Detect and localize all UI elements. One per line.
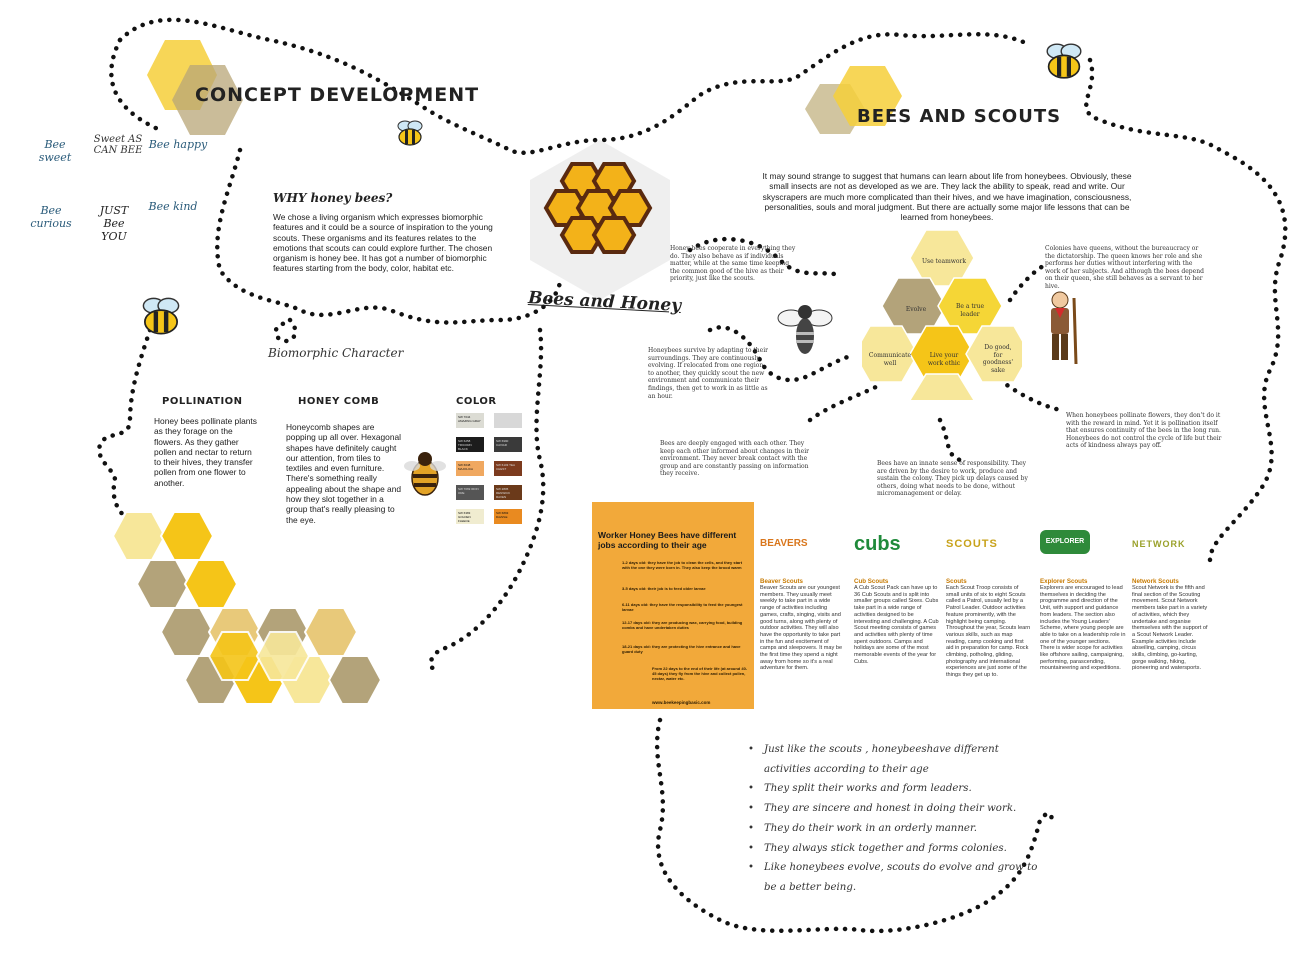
section-title: Beaver Scouts	[760, 578, 803, 585]
honeycomb-title: HONEY COMB	[298, 396, 380, 407]
concept-title: CONCEPT DEVELOPMENT	[195, 84, 480, 106]
section-title: Scouts	[946, 578, 967, 585]
bullet-item: • Like honeybees evolve, scouts do evolve and grow to be a better being.	[748, 862, 1038, 893]
hive-word: Be a true leader	[955, 303, 985, 318]
swatch: SW 6990 CAVIAR	[494, 437, 522, 452]
sticker-bee-kind: Bee kind	[148, 200, 198, 213]
swatch: SW 7069 IRON ORE	[456, 485, 484, 500]
note-survive: Honeybees survive by adapting to their surroundings. They are continuously evolving. If relocated from one region to another, they quickly scout the new environment and communicate their findings, then get to work in as little as an hour.	[648, 347, 769, 400]
worker-item: 6-11 days old: they have the responsibility to feed the youngest larvae	[622, 602, 743, 612]
swatch	[494, 413, 522, 428]
sticker-sweet-as-can-bee: Sweet AS CAN BEE	[93, 134, 143, 156]
pollination-title: POLLINATION	[162, 396, 243, 407]
section-body: Each Scout Troop consists of small units of six to eight Scouts called a Patrol, usually led by a Patrol Leader. Outdoor activities feature prominently, with the highlight being camping. Throughout the year, Scouts learn various skills, such as map reading, camp cooking and first aid in preparation for camp. Rock climbing, potholing, gliding, photography and international experiences are just some of the things they get up to.	[946, 585, 1031, 679]
lessons-bullet-list	[748, 740, 1038, 898]
why-title: WHY honey bees?	[273, 191, 393, 205]
worker-bees-card	[592, 502, 754, 709]
hive-word: Use teamwork	[921, 258, 967, 265]
bee-icon	[393, 118, 427, 148]
bee-icon	[1040, 40, 1088, 82]
scout-sections-panel	[760, 530, 1210, 710]
section-logo: SCOUTS	[946, 538, 998, 550]
section-logo: NETWORK	[1132, 539, 1186, 549]
bee-stickers	[18, 124, 218, 254]
bee-drawing-icon	[777, 296, 833, 360]
bullet-item: • Just like the scouts , honeybeeshave different activities according to their age	[748, 744, 999, 775]
note-responsibility: Bees have an innate sense of responsibility. They are driven by the desire to work, produce and sustain the colony. They pick up delays caused by others, doing what needs to be done, without micromanagement or delay.	[877, 460, 1028, 498]
section-logo: cubs	[854, 533, 901, 555]
honeycomb-body: Honeycomb shapes are popping up all over. Hexagonal shapes have definitely caught our attention, from tiles to textiles and even furniture. There's something really appealing about the shape and how they slot together in a group that's really pleasing to the eye.	[286, 422, 402, 525]
hive-word: Evolve	[905, 306, 927, 313]
section-title: Cub Scouts	[854, 578, 889, 585]
note-queens: Colonies have queens, without the bureaucracy or the dictatorship. The queen knows her role and she performs her duties without interfering with the work of her subjects. And although the bees depend on their queen, she still behaves as a servant to her hive.	[1045, 245, 1204, 290]
section-body: Explorers are encouraged to lead themselves in deciding the programme and direction of the Unit, with support and guidance from leaders. The section also includes the Young Leaders' Scheme, where young people are able to take on a leadership role in one of the younger sections. There is wider scope for activities like offshore sailing, campaigning, performing, parascending, mountaineering and expeditions.	[1040, 585, 1126, 672]
note-pollinate: When honeybees pollinate flowers, they don't do it with the reward in mind. Yet it is pollination itself that ensures continuity of the bees in the long run. Honeybees do not control the cycle of life but their acts of kindness always pay off.	[1066, 412, 1222, 450]
note-engaged: Bees are deeply engaged with each other. They keep each other informed about changes in their environment. They never break contact with the group and are constantly passing on information they receive.	[660, 440, 809, 478]
bee-illustration-icon	[403, 448, 447, 500]
bees-scouts-title: BEES AND SCOUTS	[857, 106, 1062, 127]
sticker-bee-curious: Bee curious	[30, 204, 72, 230]
bullet-item: • They are sincere and honest in doing their work.	[748, 803, 1017, 815]
section-cubs	[854, 530, 939, 665]
color-swatches	[456, 413, 528, 537]
bee-icon	[135, 294, 187, 338]
bees-scouts-intro: It may sound strange to suggest that humans can learn about life from honeybees. Obviously, these small insects are not as developed as we are. They lack the ability to speak, read and write. Our skyscrapers are much more complicated than their hives, and we have imagination, consciousness, personalities, souls and moral judgment. But there are actually some major life lessons that can be learned from honeybees.	[762, 171, 1132, 223]
worker-item: From 22 days to the end of their life (at around 40-45 days) they fly from the hive and collect pollen, nectar, water etc.	[652, 666, 748, 681]
swatch: SW 7044 AMAZING GRAY	[456, 413, 484, 428]
section-logo: BEAVERS	[760, 538, 808, 549]
hive-word: Do good, for goodness' sake	[982, 344, 1014, 374]
hexagon-cluster	[110, 512, 390, 712]
worker-title: Worker Honey Bees have different jobs according to their age	[598, 530, 737, 550]
section-scouts	[946, 530, 1032, 679]
note-cooperate: Honey bees cooperate in everything they do. They also behave as if individuals matter, while at the same time keeping the common good of the hive as their priority, just like the scouts.	[670, 245, 796, 283]
color-title: COLOR	[456, 396, 497, 407]
biomorphic-label: Biomorphic Character	[268, 346, 404, 360]
bullet-item: • They do their work in an orderly manner.	[748, 822, 977, 834]
swatch: SW 2805 RENWICK RAVEN	[494, 485, 522, 500]
worker-item: 3-5 days old: their job is to feed older larvae	[622, 586, 706, 591]
worker-item: 1-2 days old: they have the job to clean the cells, and they start with the one they were born in. They also keep the brood warm	[622, 560, 743, 570]
section-body: Scout Network is the fifth and final section of the Scouting movement. Scout Network members take part in a variety of activities, which they undertake and organise themselves with the support of a Scout Network Leader. Example activities include abseiling, camping, circus skills, climbing, go-karting, gorge walking, hiking, pioneering and watersports.	[1132, 585, 1208, 672]
scout-figure-icon	[1040, 290, 1082, 368]
swatch: SW 6893 DAZZLE	[494, 509, 522, 524]
sticker-bee-happy: Bee happy	[148, 138, 208, 151]
hive-word: Live your work ethic	[927, 352, 961, 367]
swatch: SW 6383 GOLDEN FLEECE	[456, 509, 484, 524]
hive-word: Communicate well	[868, 352, 912, 367]
section-network	[1132, 530, 1210, 672]
section-body: Beaver Scouts are our youngest members. They usually meet weekly to take part in a wide range of activities including games, crafts, singing, visits and good turns, along with plenty of outdoor activities. They will also have the opportunity to take part in the fun and excitement of camps and sleepovers. It may be the first time they spend a night away from home so it's a real adventure for them.	[760, 585, 843, 672]
sticker-bee-sweet: Bee sweet	[38, 138, 72, 164]
bullet-item: • They split their works and form leaders.	[748, 783, 972, 795]
honeycomb-graphic	[510, 140, 690, 300]
section-body: A Cub Scout Pack can have up to 36 Cub Scouts and is split into smaller groups called Sixes. Cubs take part in a wide range of activities designed to be interesting and challenging. A Cub Scout meeting consists of games and activities with plenty of time spent outdoors. Camps and holidays are some of the most memorable events of the year for Cubs.	[854, 585, 939, 665]
worker-item: 18-21 days old: they are protecting the hive entrance and have guard duty	[622, 644, 741, 654]
swatch: SW 6648 MAJOLICA	[456, 461, 484, 476]
section-title: Network Scouts	[1132, 578, 1179, 585]
bullet-item: • They always stick together and forms colonies.	[748, 842, 1007, 854]
sticker-just-bee-you: JUST Bee YOU	[99, 204, 129, 243]
worker-url[interactable]: www.beekeepingbasic.com	[652, 700, 711, 705]
section-logo: EXPLORER	[1040, 530, 1090, 554]
pollination-body: Honey bees pollinate plants as they forage on the flowers. As they gather pollen and nectar to return to their hives, they transfer pollen from one flower to another.	[154, 416, 257, 488]
section-title: Explorer Scouts	[1040, 578, 1088, 585]
section-explorer	[1040, 530, 1126, 672]
swatch: SW 6258 TRICORN BLACK	[456, 437, 484, 452]
center-label: Bees and Honey	[527, 288, 682, 316]
swatch: SW 6103 TEA CHEST	[494, 461, 522, 476]
section-beavers	[760, 530, 845, 672]
why-body: We chose a living organism which expresses biomorphic features and it could be a source of inspiration to the young scouts. These organisms and its features relates to the emotions that scouts can could explore further. The chosen organism is honey bee. It has got a number of biomorphic features starting from the body, color, habitat etc.	[273, 212, 493, 274]
worker-item: 12-17 days old: they are producing wax, carrying food, building combs and have undertaken duties	[622, 620, 743, 630]
hive-diagram	[862, 230, 1022, 400]
